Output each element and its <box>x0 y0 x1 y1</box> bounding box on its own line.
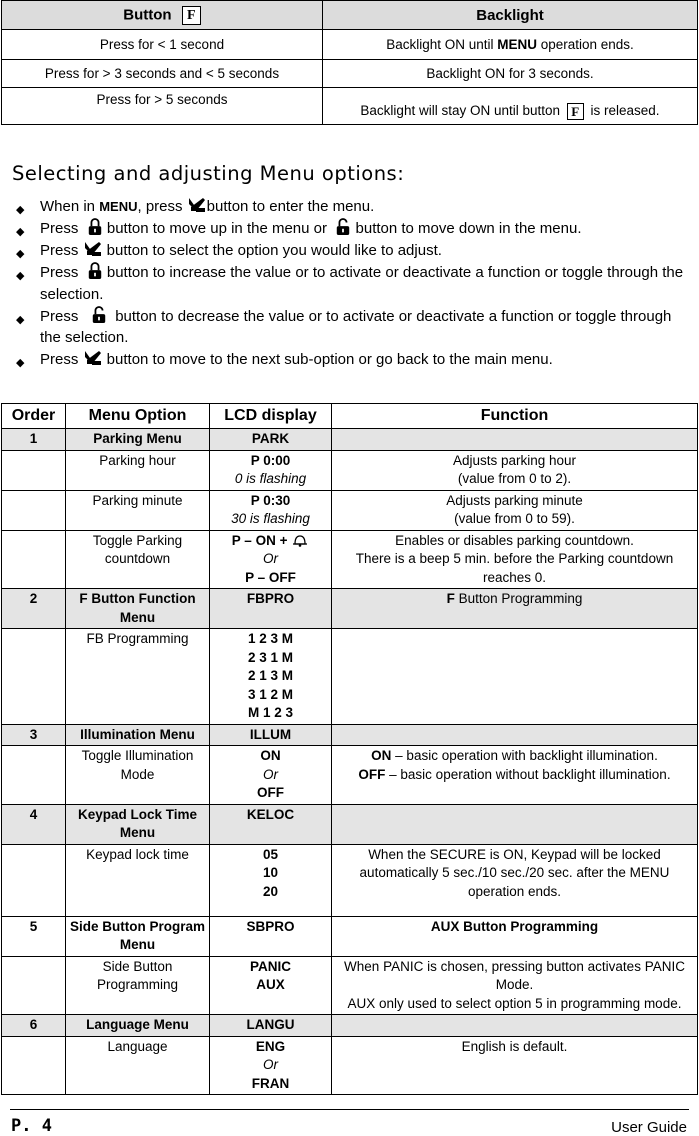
backlight-table <box>1 0 698 125</box>
page-number: P. 4 <box>11 1116 52 1136</box>
instructions-list <box>14 196 694 371</box>
f-key-icon: F <box>567 103 584 120</box>
header-button: Button F <box>2 1 323 30</box>
list-item: ◆ Press button to select the option you would like to adjust. <box>16 242 442 260</box>
list-item: ◆ Press button to move up in the menu or button to move down in the menu. <box>16 220 582 238</box>
document-title: User Guide <box>611 1119 687 1136</box>
table-row: Parking hour P 0:00 0 is flashing Adjusts parking hour (value from 0 to 2). <box>2 450 698 490</box>
table-row: FB Programming 1 2 3 M 2 3 1 M 2 1 3 M 3 1 2 M M 1 2 3 <box>2 629 698 725</box>
table-row: Side Button Programming PANIC AUX When PANIC is chosen, pressing button activates PANIC Mode. AUX only used to select option 5 in programming mode. <box>2 956 698 1015</box>
bell-icon <box>291 533 309 547</box>
list-item: ◆ Press button to move to the next sub-option or go back to the main menu. <box>16 351 553 369</box>
table-row: Parking minute P 0:30 30 is flashing Adjusts parking minute (value from 0 to 59). <box>2 490 698 530</box>
unlock-icon <box>91 306 107 324</box>
table-row: Language ENG Or FRAN English is default. <box>2 1036 698 1095</box>
table-row: 1 Parking Menu PARK <box>2 429 698 451</box>
unlock-icon <box>335 218 351 236</box>
menu-button-icon <box>83 240 103 258</box>
lock-icon <box>87 218 103 236</box>
menu-button-icon <box>83 349 103 367</box>
table-row: 4 Keypad Lock Time Menu KELOC <box>2 804 698 844</box>
section-heading: Selecting and adjusting Menu options: <box>12 162 405 185</box>
menu-button-icon <box>187 196 207 214</box>
list-item: ◆ When in MENU, press button to enter the menu. <box>16 198 375 216</box>
table-row: Press for < 1 second Backlight ON until MENU operation ends. <box>2 30 698 60</box>
table-row: 3 Illumination Menu ILLUM <box>2 724 698 746</box>
table-row: 2 F Button Function Menu FBPRO F Button Programming <box>2 589 698 629</box>
list-item: ◆ Press button to increase the value or to activate or deactivate a function or toggle through the selection. <box>16 264 684 303</box>
table-row: Keypad lock time 05 10 20 When the SECURE is ON, Keypad will be locked automatically 5 sec./10 sec./20 sec. after the MENU operation ends. <box>2 844 698 916</box>
list-item: ◆ Press button to decrease the value or to activate or deactivate a function or toggle through the selection. <box>16 307 672 346</box>
table-row: Toggle Parking countdown P – ON + Or P – OFF Enables or disables parking countdown. There is a beep 5 min. before the Parking countdown reaches 0. <box>2 530 698 589</box>
table-header: Order Menu Option LCD display Function <box>2 404 698 429</box>
table-row: 5 Side Button Program Menu SBPRO AUX Button Programming <box>2 916 698 956</box>
footer-divider <box>10 1109 689 1110</box>
header-backlight: Backlight <box>323 1 698 30</box>
menu-options-table <box>1 403 698 1095</box>
table-row: Toggle Illumination Mode ON Or OFF ON – basic operation with backlight illumination. OFF – basic operation without backlight illumination. <box>2 746 698 805</box>
table-row: Press for > 3 seconds and < 5 seconds Backlight ON for 3 seconds. <box>2 60 698 88</box>
lock-icon <box>87 262 103 280</box>
f-key-icon: F <box>182 6 201 25</box>
table-row: Press for > 5 seconds Backlight will stay ON until button F is released. <box>2 88 698 125</box>
backlight-table-header <box>2 1 698 30</box>
table-row: 6 Language Menu LANGU <box>2 1015 698 1037</box>
